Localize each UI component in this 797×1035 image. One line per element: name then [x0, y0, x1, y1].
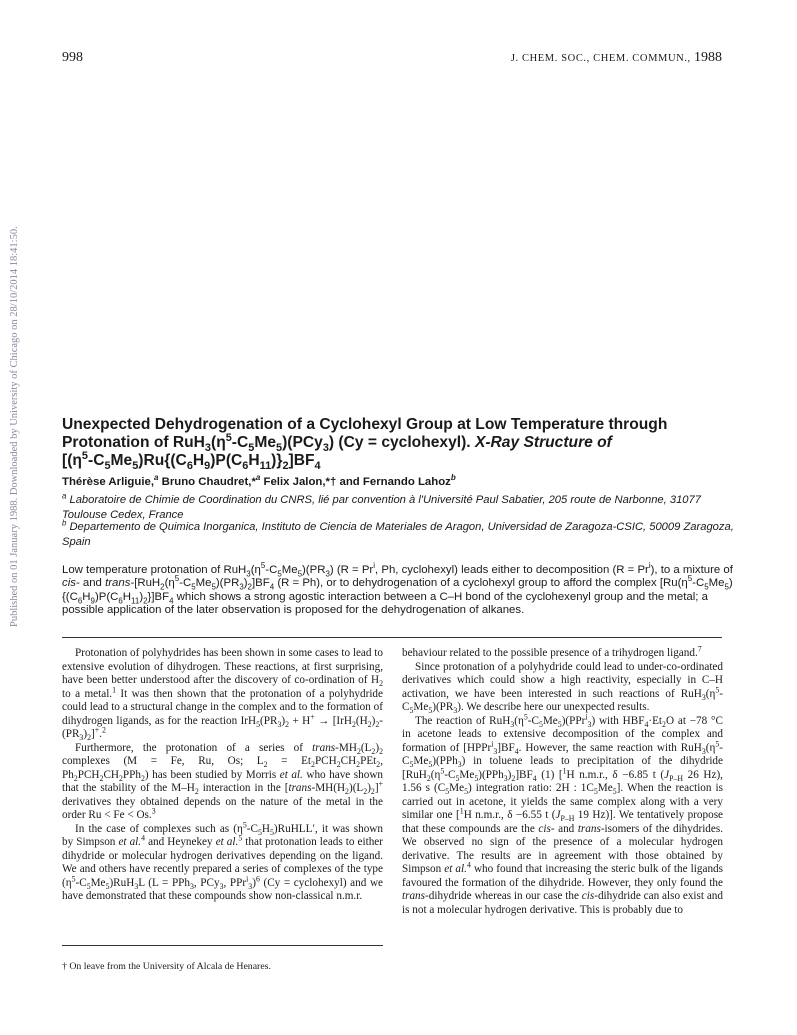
journal-name: J. CHEM. SOC., CHEM. COMMUN., — [510, 53, 691, 64]
paragraph: Furthermore, the protonation of a series of trans-$MH_2(L_2)_2$ complexes (M = Fe, Ru, Os; $L_2 = Et_2PCH_2CH_2PEt_2$, $Ph_2PCH_2CH_2PPh_2$) has been studied by Morris et al. who have shown that the stability of the $M-H_2$ interaction in the $[trans-MH(H_2)(L_2)_2]^+$ derivatives they obtained depends on the nature of the metal in the order Ru < Fe < Os.$^3$ — [62, 741, 384, 821]
abstract: Low temperature protonation of $RuH_3(\eta^5-C_5Me_5)(PR_3) (R = Pr^i$, Ph, cyclohexyl) leads either to decomposition $(R = Pr^i)$, to a mixture of cis- and trans-$[RuH_2(\eta^5-C_5Me_5)(PR_3)_2]BF_4$ (R = Ph), or to dehydrogenation of a cyclohexyl group to afford the complex $[Ru(\eta^5-C_5Me_5)\{(C_6H_9)P(C_6H_{11})_2\}]BF_4$ which shows a strong agostic interaction between a C–H bond of the cyclohexenyl group and the metal; a possible application of the later observation is proposed for the dehydrogenation of alkanes. — [62, 561, 733, 617]
paragraph: behaviour related to the possible presence of a trihydrogen ligand.$^7$ — [402, 644, 702, 659]
footnote: † On leave from the University of Alcala de Henares. — [62, 961, 271, 972]
author-list: Thérèse Arliguie,$^a$ Bruno Chaudret,*$^a$ Felix Jalon,*† and Fernando Lahoz$^b$ — [62, 473, 456, 488]
paragraph: In the case of complexes such as $(\eta^5-C_5H_5)RuHLL'$, it was shown by Simpson et al.$^4$ and Heynekey et al.$^5$ that protonation leads to either dihydride or molecular hydrogen derivatives depending on the ligand. We and others have recently prepared a series of complexes of the type $(\eta^5-C_5Me_5)RuH_3L$ (L = PPh$_3$, PCy$_3$, PPr$^i_3$)$^6$ (Cy = cyclohexyl) and we have demonstrated that these compounds show non-classical n.m.r. — [62, 819, 383, 902]
body-column-left — [62, 647, 383, 904]
section-divider — [62, 637, 722, 638]
page-number: 998 — [62, 50, 83, 65]
download-side-note: Published on 01 January 1988. Downloaded by University of Chicago on 28/10/2014 18:41:50. — [9, 226, 20, 627]
paragraph: The reaction of $RuH_3(\eta^5-C_5Me_5)(PPr^i_3)$ with $HBF_4\cdot Et_2O$ at −78 °C in acetone leads to extensive decomposition of the complex and formation of $[HPPr^i_3]BF_4$. However, the same reaction with $RuH_3(\eta^5-C_5Me_5)(PPh_3)$ in toluene leads to precipitation of the dihydride $[RuH_2(\eta^5-C_5Me_5)(PPh_3)_2]BF_4$ (1) [$^1$H n.m.r., δ −6.85 t ($J_{P-H}$ 26 Hz), 1.56 s $(C_5Me_5)$ integration ratio: 2H : $1C_5Me_5$]. When the reaction is carried out in acetone, it yields the same complex along with a very similar one [$^1$H n.m.r., δ −6.55 t ($J_{P-H}$ 19 Hz)]. We tentatively propose that these compounds are the cis- and trans-isomers of the dihydrides. We observed no sign of the presence of a molecular hydrogen derivative. The results are in agreement with those obtained by Simpson et al.$^4$ who found that increasing the steric bulk of the ligands favoured the formation of the dihydride. However, they only found the trans-dihydride whereas in our case the cis-dihydride can also exist and is not a molecular hydrogen derivative. This is probably due to — [402, 711, 724, 916]
journal-header — [511, 50, 722, 66]
title-line-2: Protonation of $RuH_3(\eta^5-C_5Me_5)(PCy_3) (Cy$ = cyclohexyl). X-Ray Structure of — [62, 431, 612, 455]
body-column-right — [402, 644, 724, 917]
footnote-divider — [62, 945, 383, 946]
paragraph: Protonation of polyhydrides has been shown in some cases to lead to extensive evolution of dihydrogen. These reactions, at first surprising, have been better understood after the discovery of co-ordination of $H_2$ to a metal.$^1$ It was then shown that the protonation of a polyhydride could lead to a structural change in the complex and to the formation of dihydrogen ligands, as for the reaction $IrH_5(PR_3)_2 + H^+ \to [IrH_2(H_2)_2-(PR_3)_2]^+.^2$ — [62, 647, 383, 743]
title-line-3: $[(\eta^5-C_5Me_5)Ru\{(C_6H_9)P(C_6H_{11})\}_2]BF_4$ — [62, 449, 321, 473]
paragraph: Since protonation of a polyhydride could lead to under-co-ordinated derivatives which could show a high reactivity, especially in C–H activation, we have been interested in such reactions of $RuH_3(\eta^5-C_5Me_5)(PR_3)$. We describe here our unexpected results. — [402, 660, 723, 716]
title-line-1: Unexpected Dehydrogenation of a Cyclohexyl Group at Low Temperature through — [62, 416, 668, 433]
affiliation-a: $^a$ Laboratoire de Chimie de Coordination du CNRS, lié par convention à l'Université Paul Sabatier, 205 route de Narbonne, 31077 Toulouse Cedex, France — [62, 491, 701, 521]
article-title — [62, 416, 742, 473]
journal-year: 1988 — [694, 50, 722, 65]
affiliation-b: $^b$ Departemento de Quimica Inorganica, Instituto de Ciencia de Materiales de Aragon, Universidad de Zaragoza-CSIC, 50009 Zaragoza, Spain — [62, 518, 734, 548]
